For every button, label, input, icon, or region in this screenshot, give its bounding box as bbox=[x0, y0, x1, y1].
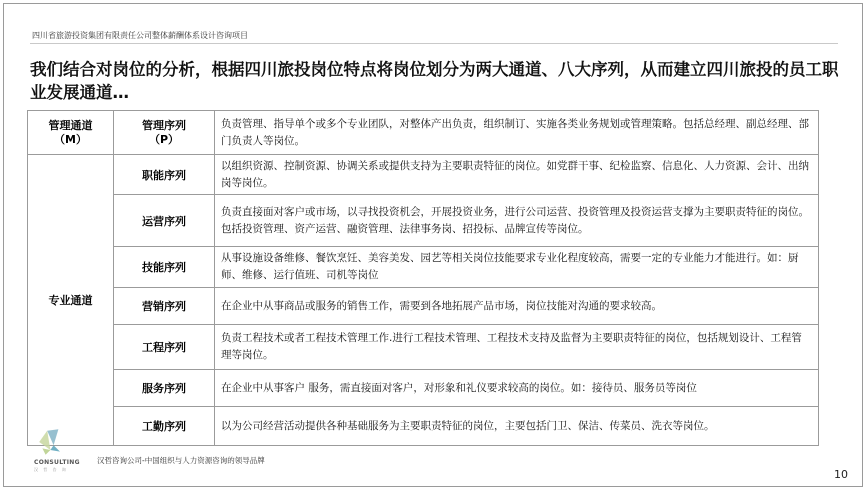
desc-operations: 负责直接面对客户或市场，以寻找投资机会，开展投资业务，进行公司运营、投资管理及投资运营支撑为主要职责特征的岗位。包括投资管理、资产运营、融资管理、法律事务岗、招投标、品牌宣传等岗位。 bbox=[215, 195, 819, 247]
sequence-functional: 职能序列 bbox=[114, 155, 215, 195]
desc-skills: 从事设施设备维修、餐饮烹饪、美容美发、园艺等相关岗位技能要求专业化程度较高，需要一定的专业能力才能进行。如：厨师、维修、运行值班、司机等岗位 bbox=[215, 247, 819, 288]
career-channel-table bbox=[27, 110, 819, 446]
sequence-skills: 技能序列 bbox=[114, 247, 215, 288]
mgmt-sequence-desc: 负责管理、指导单个或多个专业团队，对整体产出负责，组织制订、实施各类业务规划或管理策略。包括总经理、副总经理、部门负责人等岗位。 bbox=[215, 111, 819, 155]
slide-headline: 我们结合对岗位的分析，根据四川旅投岗位特点将岗位划分为两大通道、八大序列，从而建立四川旅投的员工职业发展通道… bbox=[30, 60, 839, 102]
sequence-marketing: 营销序列 bbox=[114, 288, 215, 325]
sequence-support: 工勤序列 bbox=[114, 407, 215, 446]
desc-functional: 以组织资源、控制资源、协调关系或提供支持为主要职责特征的岗位。如党群干事、纪检监察、信息化、人力资源、会计、出纳岗等岗位。 bbox=[215, 155, 819, 195]
sequence-service: 服务序列 bbox=[114, 370, 215, 407]
header-divider bbox=[30, 43, 838, 44]
project-title: 四川省旅游投资集团有限责任公司整体薪酬体系设计咨询项目 bbox=[32, 31, 248, 40]
mgmt-sequence-header-text: 管理序列 （P） bbox=[142, 118, 186, 146]
desc-marketing: 在企业中从事商品或服务的销售工作，需要到各地拓展产品市场，岗位技能对沟通的要求较高。 bbox=[215, 288, 819, 325]
page-number: 10 bbox=[834, 468, 848, 481]
consulting-logo-icon bbox=[34, 426, 86, 458]
mgmt-channel-header-text: 管理通道 （M） bbox=[48, 118, 93, 146]
logo-wordmark: CONSULTING bbox=[34, 459, 80, 466]
sequence-engineering: 工程序列 bbox=[114, 325, 215, 370]
mgmt-sequence-header bbox=[114, 111, 215, 155]
footer-tagline: 汉哲咨询公司-中国组织与人力资源咨询的领导品牌 bbox=[97, 456, 265, 465]
desc-engineering: 负责工程技术或者工程技术管理工作.进行工程技术管理、工程技术支持及监督为主要职责特征的岗位，包括规划设计、工程管理等岗位。 bbox=[215, 325, 819, 370]
desc-service: 在企业中从事客户 服务，需直接面对客户，对形象和礼仪要求较高的岗位。如：接待员、服务员等岗位 bbox=[215, 370, 819, 407]
logo-subtitle: 汉 哲 咨 询 bbox=[34, 467, 68, 472]
mgmt-channel-header bbox=[28, 111, 114, 155]
professional-channel: 专业通道 bbox=[28, 155, 114, 446]
desc-support: 以为公司经营活动提供各种基础服务为主要职责特征的岗位，主要包括门卫、保洁、传菜员、洗衣等岗位。 bbox=[215, 407, 819, 446]
sequence-operations: 运营序列 bbox=[114, 195, 215, 247]
